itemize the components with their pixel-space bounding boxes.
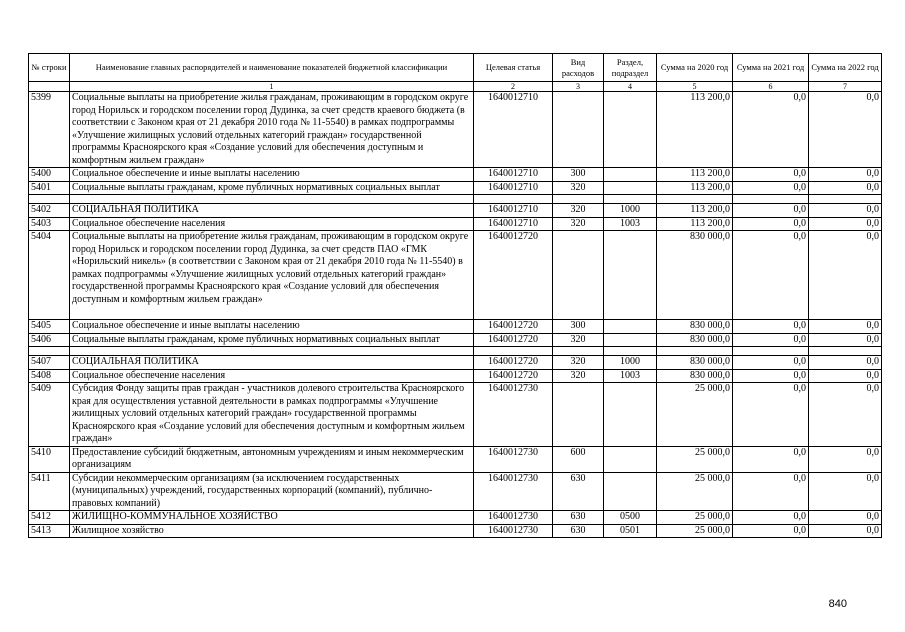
row-sum-2022: 0,0	[809, 168, 882, 182]
row-target-article: 1640012710	[474, 181, 553, 195]
row-sum-2021: 0,0	[733, 333, 809, 347]
row-sum-2020: 113 200,0	[657, 217, 733, 231]
row-sum-2021: 0,0	[733, 524, 809, 538]
row-target-article: 1640012730	[474, 472, 553, 511]
row-number: 5400	[29, 168, 70, 182]
row-number: 5407	[29, 356, 70, 370]
header-name: Наименование главных распорядителей и наименование показателей бюджетной классификации	[70, 54, 474, 82]
budget-table-wrapper	[28, 53, 881, 538]
row-number: 5412	[29, 511, 70, 525]
row-sum-2022: 0,0	[809, 472, 882, 511]
row-section: 1003	[604, 217, 657, 231]
spacer-cell	[604, 347, 657, 356]
row-sum-2022: 0,0	[809, 231, 882, 320]
spacer-cell	[70, 347, 474, 356]
table-row	[29, 231, 882, 320]
row-expense-type	[553, 383, 604, 447]
header-number-3: 3	[553, 82, 604, 92]
row-name: Жилищное хозяйство	[70, 524, 474, 538]
row-expense-type: 600	[553, 446, 604, 472]
row-sum-2021: 0,0	[733, 204, 809, 218]
row-expense-type	[553, 231, 604, 320]
row-name: Субсидии некоммерческим организациям (за исключением государственных (муниципальных) учреждений, государственных корпораций (компаний), публично-правовых компаний)	[70, 472, 474, 511]
table-row	[29, 472, 882, 511]
row-sum-2020: 25 000,0	[657, 446, 733, 472]
row-sum-2020: 830 000,0	[657, 333, 733, 347]
row-section: 1000	[604, 356, 657, 370]
row-sum-2020: 25 000,0	[657, 511, 733, 525]
table-row	[29, 92, 882, 168]
spacer-cell	[474, 195, 553, 204]
row-name: СОЦИАЛЬНАЯ ПОЛИТИКА	[70, 204, 474, 218]
row-target-article: 1640012720	[474, 356, 553, 370]
table-header-row	[29, 54, 882, 82]
row-expense-type	[553, 92, 604, 168]
row-name: Социальное обеспечение населения	[70, 369, 474, 383]
header-number-1: 1	[70, 82, 474, 92]
table-row	[29, 204, 882, 218]
spacer-cell	[809, 195, 882, 204]
row-name: Социальные выплаты гражданам, кроме публичных нормативных социальных выплат	[70, 181, 474, 195]
spacer-cell	[733, 195, 809, 204]
header-number-4: 4	[604, 82, 657, 92]
table-row	[29, 524, 882, 538]
row-expense-type: 320	[553, 217, 604, 231]
row-target-article: 1640012720	[474, 333, 553, 347]
spacer-cell	[604, 195, 657, 204]
table-row	[29, 217, 882, 231]
row-sum-2021: 0,0	[733, 92, 809, 168]
row-expense-type: 320	[553, 333, 604, 347]
header-sum-2022: Сумма на 2022 год	[809, 54, 882, 82]
row-sum-2021: 0,0	[733, 168, 809, 182]
header-target-article: Целевая статья	[474, 54, 553, 82]
row-target-article: 1640012720	[474, 320, 553, 334]
row-sum-2020: 830 000,0	[657, 369, 733, 383]
row-name: Социальное обеспечение населения	[70, 217, 474, 231]
row-section	[604, 472, 657, 511]
row-section: 1000	[604, 204, 657, 218]
row-sum-2021: 0,0	[733, 472, 809, 511]
row-name: Субсидия Фонду защиты прав граждан - участников долевого строительства Красноярского края для осуществления уставной деятельности в рамках подпрограммы «Улучшение жилищных условий отдельных категорий граждан» государственной программы Красноярского края «Создание условий для обеспечения доступным и комфортным жильем граждан»	[70, 383, 474, 447]
row-name: Социальные выплаты на приобретение жилья гражданам, проживающим в городском округе город Норильск и городском поселении город Дудинка, за счет средств ПАО «ГМК «Норильский никель» (в соответствии с Законом края от 21 декабря 2010 года № 11-5540) в рамках подпрограммы «Улучшение жилищных условий отдельных категорий граждан» государственной программы Красноярского края «Создание условий для обеспечения доступным и комфортным жильем граждан»	[70, 231, 474, 320]
table-row	[29, 383, 882, 447]
row-number: 5406	[29, 333, 70, 347]
spacer-cell	[657, 195, 733, 204]
row-target-article: 1640012730	[474, 511, 553, 525]
row-section	[604, 333, 657, 347]
row-section	[604, 231, 657, 320]
row-sum-2020: 25 000,0	[657, 383, 733, 447]
table-row	[29, 181, 882, 195]
row-section	[604, 320, 657, 334]
row-sum-2020: 113 200,0	[657, 181, 733, 195]
row-sum-2022: 0,0	[809, 92, 882, 168]
row-sum-2022: 0,0	[809, 181, 882, 195]
row-sum-2021: 0,0	[733, 356, 809, 370]
row-number: 5413	[29, 524, 70, 538]
header-expense-type: Вид расходов	[553, 54, 604, 82]
row-sum-2020: 25 000,0	[657, 524, 733, 538]
row-sum-2020: 830 000,0	[657, 356, 733, 370]
table-row	[29, 356, 882, 370]
row-sum-2021: 0,0	[733, 383, 809, 447]
row-sum-2021: 0,0	[733, 231, 809, 320]
table-row	[29, 168, 882, 182]
table-row	[29, 446, 882, 472]
spacer-cell	[553, 347, 604, 356]
row-target-article: 1640012710	[474, 204, 553, 218]
row-sum-2021: 0,0	[733, 217, 809, 231]
row-section	[604, 181, 657, 195]
row-name: Социальное обеспечение и иные выплаты населению	[70, 168, 474, 182]
row-number: 5399	[29, 92, 70, 168]
row-expense-type: 320	[553, 369, 604, 383]
row-number: 5401	[29, 181, 70, 195]
spacer-cell	[29, 195, 70, 204]
row-expense-type: 300	[553, 320, 604, 334]
header-sum-2020: Сумма на 2020 год	[657, 54, 733, 82]
row-name: СОЦИАЛЬНАЯ ПОЛИТИКА	[70, 356, 474, 370]
header-number-7: 7	[809, 82, 882, 92]
row-name: ЖИЛИЩНО-КОММУНАЛЬНОЕ ХОЗЯЙСТВО	[70, 511, 474, 525]
row-target-article: 1640012710	[474, 92, 553, 168]
row-section	[604, 92, 657, 168]
page-number: 840	[828, 598, 847, 610]
row-sum-2022: 0,0	[809, 511, 882, 525]
row-name: Социальные выплаты на приобретение жилья гражданам, проживающим в городском округе город Норильск и городском поселении город Дудинка, за счет средств краевого бюджета (в соответствии с Законом края от 21 декабря 2010 года № 11-5540) в рамках подпрограммы «Улучшение жилищных условий отдельных категорий граждан» государственной программы Красноярского края «Создание условий для обеспечения доступным и комфортным жильем граждан»	[70, 92, 474, 168]
row-number: 5403	[29, 217, 70, 231]
spacer-cell	[657, 347, 733, 356]
row-expense-type: 630	[553, 472, 604, 511]
row-sum-2020: 113 200,0	[657, 92, 733, 168]
row-sum-2020: 830 000,0	[657, 231, 733, 320]
header-number-2: 2	[474, 82, 553, 92]
table-row	[29, 369, 882, 383]
spacer-cell	[29, 347, 70, 356]
row-number: 5404	[29, 231, 70, 320]
row-sum-2020: 113 200,0	[657, 204, 733, 218]
row-sum-2021: 0,0	[733, 446, 809, 472]
row-sum-2021: 0,0	[733, 511, 809, 525]
row-section: 1003	[604, 369, 657, 383]
header-sum-2021: Сумма на 2021 год	[733, 54, 809, 82]
row-sum-2021: 0,0	[733, 320, 809, 334]
table-body	[29, 92, 882, 538]
row-sum-2022: 0,0	[809, 204, 882, 218]
row-number: 5405	[29, 320, 70, 334]
spacer-cell	[553, 195, 604, 204]
header-section: Раздел, подраздел	[604, 54, 657, 82]
row-expense-type: 320	[553, 181, 604, 195]
row-sum-2021: 0,0	[733, 369, 809, 383]
header-number-5: 5	[657, 82, 733, 92]
row-section	[604, 168, 657, 182]
header-number-blank	[29, 82, 70, 92]
row-section	[604, 446, 657, 472]
table-row	[29, 511, 882, 525]
row-number: 5411	[29, 472, 70, 511]
row-sum-2022: 0,0	[809, 333, 882, 347]
row-sum-2022: 0,0	[809, 356, 882, 370]
header-number-6: 6	[733, 82, 809, 92]
row-target-article: 1640012710	[474, 217, 553, 231]
spacer-row	[29, 347, 882, 356]
row-section	[604, 383, 657, 447]
row-number: 5410	[29, 446, 70, 472]
row-sum-2022: 0,0	[809, 320, 882, 334]
row-target-article: 1640012730	[474, 383, 553, 447]
spacer-cell	[733, 347, 809, 356]
row-name: Социальное обеспечение и иные выплаты населению	[70, 320, 474, 334]
row-sum-2022: 0,0	[809, 369, 882, 383]
row-sum-2020: 25 000,0	[657, 472, 733, 511]
row-sum-2022: 0,0	[809, 217, 882, 231]
row-number: 5402	[29, 204, 70, 218]
budget-table	[28, 53, 882, 538]
row-expense-type: 630	[553, 511, 604, 525]
row-expense-type: 630	[553, 524, 604, 538]
spacer-row	[29, 195, 882, 204]
row-expense-type: 320	[553, 356, 604, 370]
row-sum-2022: 0,0	[809, 446, 882, 472]
spacer-cell	[474, 347, 553, 356]
row-sum-2022: 0,0	[809, 383, 882, 447]
header-row-number: № строки	[29, 54, 70, 82]
row-sum-2022: 0,0	[809, 524, 882, 538]
row-target-article: 1640012710	[474, 168, 553, 182]
table-header-numbers-row	[29, 82, 882, 92]
row-expense-type: 300	[553, 168, 604, 182]
spacer-cell	[809, 347, 882, 356]
row-target-article: 1640012730	[474, 524, 553, 538]
spacer-cell	[70, 195, 474, 204]
row-name: Предоставление субсидий бюджетным, автономным учреждениям и иным некоммерческим организациям	[70, 446, 474, 472]
row-sum-2020: 113 200,0	[657, 168, 733, 182]
row-target-article: 1640012720	[474, 231, 553, 320]
row-name: Социальные выплаты гражданам, кроме публичных нормативных социальных выплат	[70, 333, 474, 347]
row-number: 5408	[29, 369, 70, 383]
row-target-article: 1640012720	[474, 369, 553, 383]
row-number: 5409	[29, 383, 70, 447]
table-row	[29, 320, 882, 334]
row-target-article: 1640012730	[474, 446, 553, 472]
table-row	[29, 333, 882, 347]
row-sum-2021: 0,0	[733, 181, 809, 195]
row-section: 0501	[604, 524, 657, 538]
row-sum-2020: 830 000,0	[657, 320, 733, 334]
row-expense-type: 320	[553, 204, 604, 218]
row-section: 0500	[604, 511, 657, 525]
